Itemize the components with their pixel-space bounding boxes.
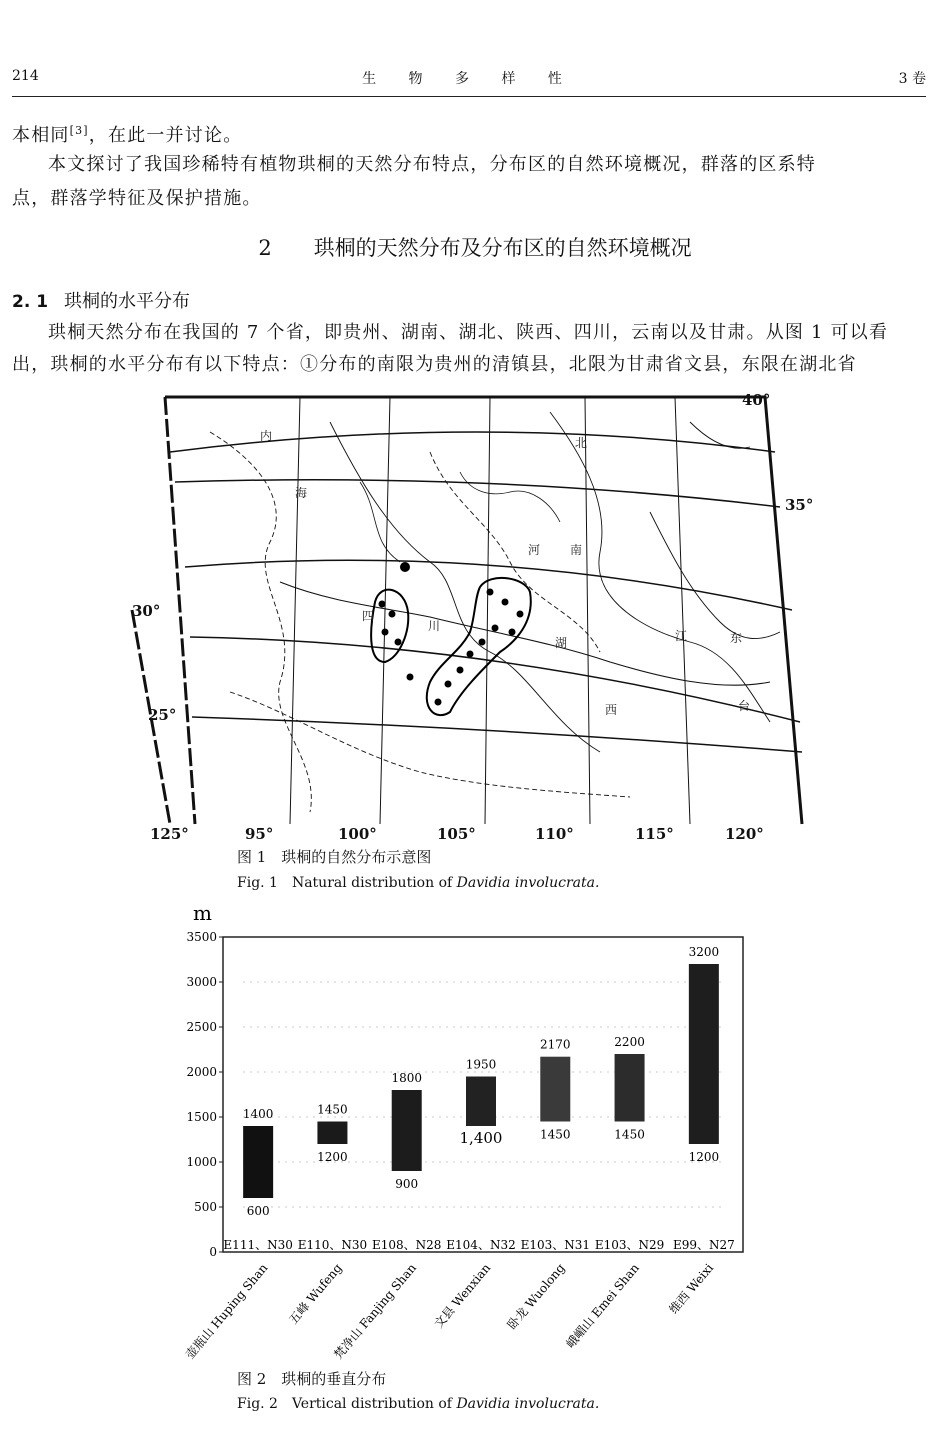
lon-line: [485, 397, 490, 824]
p1-line2: 点，群落学特征及保护措施。: [12, 188, 262, 209]
upper-value-label: 1950: [465, 1057, 497, 1072]
distribution-outline: [371, 590, 408, 662]
place-label: 北: [575, 436, 588, 450]
lower-value-label: 900: [395, 1177, 419, 1191]
y-tick-label: 2000: [186, 1065, 217, 1079]
fig1-caption-en-prefix: Fig. 1 Natural distribution of: [237, 875, 457, 891]
subsection-number: 2. 1: [12, 292, 49, 312]
x-category-label: 文县 Wenxian: [431, 1260, 494, 1331]
range-bar: [466, 1077, 496, 1127]
distribution-point: [382, 629, 389, 636]
paragraph-1-cont: [12, 182, 926, 216]
distribution-point: [435, 699, 442, 706]
fig2-caption-species: Davidia involucrata.: [456, 1396, 600, 1412]
upper-value-label: 1450: [317, 1102, 348, 1117]
lon-label: 100°: [338, 825, 377, 843]
y-tick-label: 1000: [186, 1155, 217, 1169]
p1-line1: 本文探讨了我国珍稀特有植物珙桐的天然分布特点，分布区的自然环境概况，群落的区系特: [48, 154, 816, 175]
distribution-point: [467, 651, 474, 658]
citation-ref: [3]: [69, 124, 89, 137]
range-bar: [615, 1054, 645, 1122]
coord-label: E99、N27: [672, 1238, 735, 1252]
lat-label: 40°: [742, 391, 771, 409]
paragraph-2: [12, 316, 926, 350]
fig1-caption-species: Davidia involucrata.: [456, 875, 600, 891]
lat-label: 35°: [785, 496, 814, 514]
lower-value-label: 600: [246, 1204, 270, 1218]
coord-label: E110、N30: [297, 1238, 368, 1252]
lat-label: 25°: [148, 706, 177, 724]
river-line: [460, 472, 560, 522]
coord-label: E104、N32: [446, 1238, 516, 1252]
paragraph-2-cont: [12, 348, 926, 382]
x-category-label: 峨嵋山 Emei Shan: [563, 1260, 642, 1351]
distribution-point: [457, 667, 464, 674]
place-label: 南: [570, 543, 583, 557]
upper-value-label: 3200: [688, 945, 720, 959]
lower-value-label: 1450: [540, 1127, 571, 1142]
p2-line2: 出，珙桐的水平分布有以下特点：①分布的南限为贵州的清镇县，北限为甘肃省文县，东限在湖北省: [12, 354, 857, 375]
distribution-point: [395, 639, 402, 646]
lon-line: [290, 397, 300, 824]
lon-label: 110°: [535, 825, 574, 843]
p2-line1: 珙桐天然分布在我国的 7 个省，即贵州、湖南、湖北、陕西、四川，云南以及甘肃。从图 1 可以看: [48, 322, 889, 343]
journal-title: 生 物 多 样 性: [362, 71, 576, 87]
place-label: 川: [428, 619, 441, 633]
upper-value-label: 1400: [242, 1107, 274, 1121]
y-tick-label: 2500: [186, 1020, 217, 1034]
upper-value-label: 1800: [391, 1071, 422, 1085]
place-label: 四: [362, 609, 375, 623]
coord-label: E103、N31: [520, 1238, 591, 1252]
distribution-point: [389, 611, 396, 618]
place-label: 台: [738, 699, 751, 713]
distribution-point: [487, 589, 494, 596]
coast-line: [690, 422, 750, 448]
page-number: 214: [12, 68, 39, 84]
lon-line: [585, 397, 590, 824]
lon-label: 125°: [150, 825, 189, 843]
y-tick-label: 1500: [186, 1110, 217, 1124]
river-line: [280, 582, 770, 685]
lower-value-label: 1200: [317, 1150, 348, 1164]
lon-label: 120°: [725, 825, 764, 843]
river-line: [330, 422, 600, 752]
running-header: [12, 66, 926, 97]
distribution-outline: [427, 578, 531, 715]
fig2-caption-en-prefix: Fig. 2 Vertical distribution of: [237, 1396, 457, 1412]
x-category-label: 五峰 Wufeng: [286, 1260, 345, 1327]
place-label: 内: [260, 429, 273, 443]
range-bar: [392, 1090, 422, 1171]
place-label: 东: [730, 631, 743, 645]
y-axis-unit: m: [193, 901, 212, 925]
y-tick-label: 3000: [186, 975, 217, 989]
upper-value-label: 2200: [614, 1035, 645, 1049]
distribution-point: [509, 629, 516, 636]
map-frame-top-right: [165, 397, 802, 824]
distribution-point: [517, 611, 524, 618]
x-category-label: 梵净山 Fanjing Shan: [331, 1260, 420, 1362]
lat-line: [175, 480, 780, 507]
vertical-distribution-chart: [175, 900, 755, 1370]
range-bar: [317, 1122, 347, 1145]
lon-label: 105°: [437, 825, 476, 843]
p0-text: 本相同: [12, 125, 70, 146]
x-category-label: 卧龙 Wuolong: [504, 1260, 568, 1333]
section-heading: [0, 232, 950, 262]
place-label: 江: [675, 629, 688, 643]
coord-label: E103、N29: [594, 1238, 665, 1252]
range-bar: [689, 964, 719, 1144]
map-frame-left: [165, 397, 195, 824]
range-bar: [243, 1126, 273, 1198]
lower-value-label: 1450: [614, 1127, 645, 1142]
lon-label: 95°: [245, 825, 274, 843]
river-line: [360, 482, 400, 562]
lat-label: 30°: [132, 602, 161, 620]
distribution-point: [445, 681, 452, 688]
p0-tail: ，在此一并讨论。: [88, 125, 243, 146]
distribution-point: [479, 639, 486, 646]
distribution-point: [407, 674, 414, 681]
paragraph-1: [12, 148, 926, 182]
distribution-point: [492, 625, 499, 632]
distribution-map: [130, 391, 814, 843]
volume-label: 3 卷: [898, 71, 926, 87]
coord-label: E111、N30: [223, 1238, 293, 1252]
fig1-caption-en: [237, 872, 599, 892]
y-tick-label: 0: [209, 1245, 217, 1259]
section-title: 珙桐的天然分布及分布区的自然环境概况: [313, 236, 692, 260]
subsection-heading: [12, 287, 190, 313]
fig2-caption-cn: 图 2 珙桐的垂直分布: [237, 1370, 387, 1388]
lon-label: 115°: [635, 825, 674, 843]
range-bar: [540, 1057, 570, 1122]
lower-value-label: 1200: [688, 1150, 720, 1164]
x-category-label: 壶瓶山 Huping Shan: [182, 1260, 271, 1362]
lon-line: [675, 397, 690, 824]
coast-line: [650, 512, 780, 639]
upper-value-label: 2170: [540, 1037, 571, 1052]
distribution-point: [379, 601, 386, 608]
place-label: 湖: [555, 636, 568, 650]
fig1-caption-cn: 图 1 珙桐的自然分布示意图: [237, 848, 432, 866]
x-category-label: 维西 Weixi: [666, 1260, 717, 1317]
distribution-point: [502, 599, 509, 606]
y-tick-label: 500: [194, 1200, 217, 1214]
lower-value-label: 1,400: [459, 1129, 503, 1147]
place-label: 河: [528, 543, 541, 557]
lat-line: [192, 717, 802, 752]
place-label: 西: [605, 703, 618, 717]
subsection-title: 珙桐的水平分布: [64, 291, 191, 312]
fig2-caption-en: [237, 1393, 599, 1413]
section-number: 2: [258, 236, 272, 260]
distribution-point: [400, 562, 410, 572]
place-label: 海: [295, 486, 308, 500]
y-tick-label: 3500: [186, 930, 217, 944]
coord-label: E108、N28: [371, 1238, 442, 1252]
